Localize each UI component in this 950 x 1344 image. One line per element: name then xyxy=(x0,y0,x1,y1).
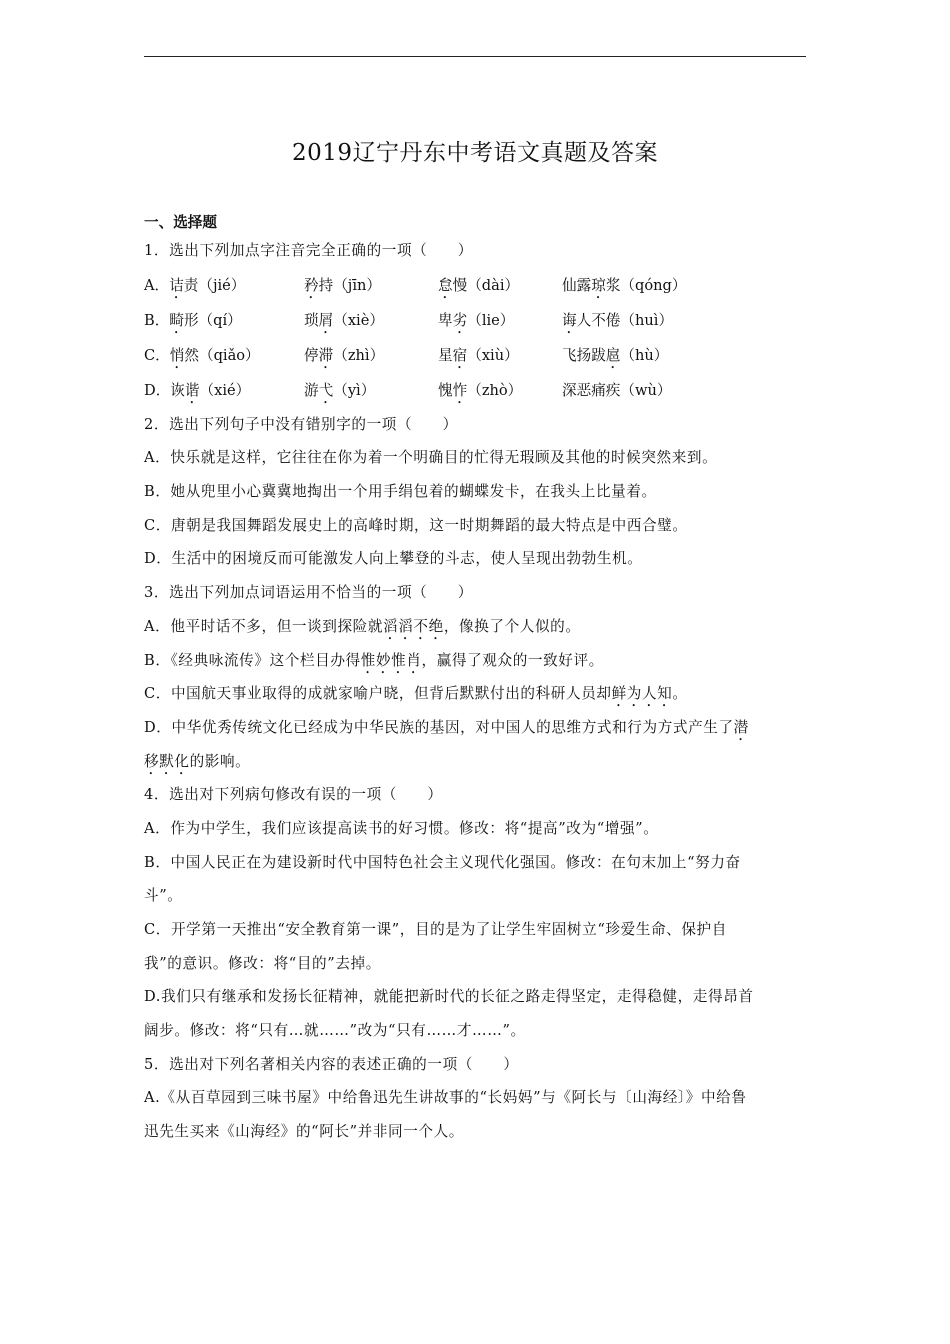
document-title: 2019辽宁丹东中考语文真题及答案 xyxy=(291,140,659,166)
question-1-row-b xyxy=(144,303,808,338)
option-cell: 卑劣（lie） xyxy=(438,311,515,329)
question-4-option-c-cont: 我”的意识。修改：将“目的”去掉。 xyxy=(144,954,381,972)
document-body xyxy=(144,212,808,1149)
question-1-row-c xyxy=(144,338,808,373)
question-3-option-a: A．他平时话不多，但一谈到探险就滔滔不绝，像换了个人似的。 xyxy=(144,617,581,635)
question-5-option-a-cont: 迅先生买来《山海经》的“阿长”并非同一个人。 xyxy=(144,1123,464,1141)
option-cell: A．诘责（jié） xyxy=(144,276,246,294)
question-3-option-d-cont: 移默化的影响。 xyxy=(144,752,251,770)
question-3-option-b: B．《经典咏流传》这个栏目办得惟妙惟肖，赢得了观众的一致好评。 xyxy=(144,651,604,669)
question-1-row-d xyxy=(144,373,808,408)
question-4-option-b-cont: 斗”。 xyxy=(144,887,183,905)
option-cell: 飞扬跋扈（hù） xyxy=(562,346,669,364)
option-cell: 诲人不倦（huì） xyxy=(562,311,674,329)
question-4-option-d-cont: 阔步。修改：将“只有…就……”改为“只有……才……”。 xyxy=(144,1022,526,1040)
question-2-option-b: B．她从兜里小心冀冀地掏出一个用手绢包着的蝴蝶发卡，在我头上比量着。 xyxy=(144,483,657,501)
option-cell: D．诙谐（xié） xyxy=(144,381,251,399)
question-5-option-a: A.《从百草园到三味书屋》中给鲁迅先生讲故事的“长妈妈”与《阿长与〔山海经〕》中给鲁 xyxy=(144,1089,747,1107)
question-4-stem: 4．选出对下列病句修改有误的一项（ ） xyxy=(144,786,443,804)
option-cell: 深恶痛疾（wù） xyxy=(562,381,672,399)
option-cell: 停滞（zhì） xyxy=(304,346,385,364)
question-4-option-c: C．开学第一天推出“安全教育第一课”，目的是为了让学生牢固树立“珍爱生命、保护自 xyxy=(144,921,727,938)
question-4-option-a: A．作为中学生，我们应该提高读书的好习惯。修改：将“提高”改为“增强”。 xyxy=(144,819,659,837)
question-5-stem: 5．选出对下列名著相关内容的表述正确的一项（ ） xyxy=(144,1055,519,1073)
option-cell: 怠慢（dài） xyxy=(438,276,520,294)
option-cell: 矜持（jīn） xyxy=(304,276,381,294)
question-4-option-d: D.我们只有继承和发扬长征精神，就能把新时代的长征之路走得坚定，走得稳健，走得昂首 xyxy=(144,988,754,1006)
header-rule xyxy=(144,56,806,57)
option-cell: 游弋（yì） xyxy=(304,381,376,399)
question-1-stem: 1．选出下列加点字注音完全正确的一项（ ） xyxy=(144,242,473,259)
question-1-row-a xyxy=(144,268,808,303)
question-3-option-c: C．中国航天事业取得的成就家喻户晓，但背后默默付出的科研人员却鲜为人知。 xyxy=(144,685,688,703)
option-cell: 琐屑（xiè） xyxy=(304,311,384,329)
option-cell: 仙露琼浆（qóng） xyxy=(562,276,687,294)
question-3-stem: 3．选出下列加点词语运用不恰当的一项（ ） xyxy=(144,584,473,602)
question-2-stem: 2．选出下列句子中没有错别字的一项（ ） xyxy=(144,415,458,433)
option-cell: 愧怍（zhò） xyxy=(438,381,523,399)
question-3-option-d: D．中华优秀传统文化已经成为中华民族的基因，对中国人的思维方式和行为方式产生了潜 xyxy=(144,718,749,736)
question-4-option-b: B．中国人民正在为建设新时代中国特色社会主义现代化强国。修改：在句末加上“努力奋 xyxy=(144,853,741,871)
option-cell: C．悄然（qiǎo） xyxy=(144,346,260,364)
question-2-option-d: D．生活中的困境反而可能激发人向上攀登的斗志，使人呈现出勃勃生机。 xyxy=(144,550,643,568)
option-cell: B．畸形（qí） xyxy=(144,311,242,329)
section-heading: 一、选择题 xyxy=(144,214,217,231)
question-2-option-a: A．快乐就是这样，它往往在你为着一个明确目的忙得无瑕顾及其他的时候突然来到。 xyxy=(144,449,718,467)
option-cell: 星宿（xiù） xyxy=(438,346,519,364)
question-2-option-c: C．唐朝是我国舞蹈发展史上的高峰时期，这一时期舞蹈的最大特点是中西合璧。 xyxy=(144,516,688,534)
